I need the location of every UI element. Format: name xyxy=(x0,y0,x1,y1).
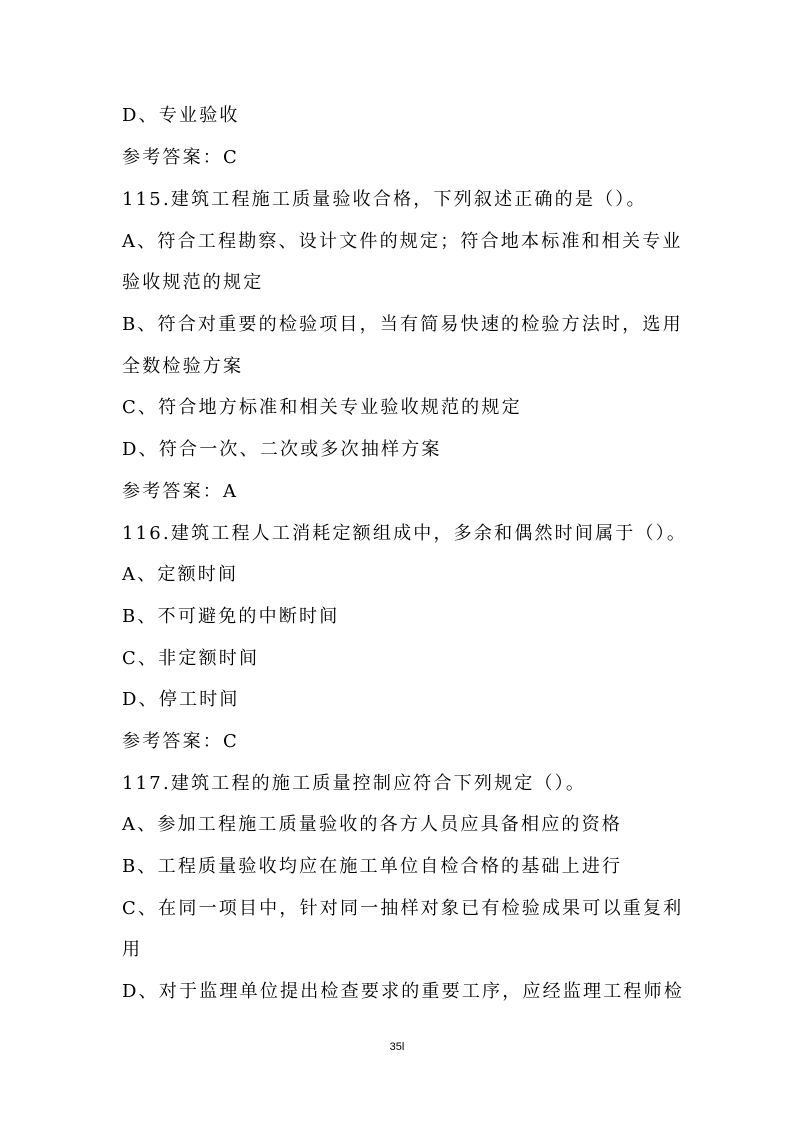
option-c-q116: C、非定额时间 xyxy=(122,648,260,669)
option-d-q114: D、专业验收 xyxy=(122,105,240,126)
option-c-q117: C、在同一项目中，针对同一抽样对象已有检验成果可以重复利 xyxy=(122,898,684,919)
option-b-q116: B、不可避免的中断时间 xyxy=(122,606,340,627)
option-d-q115: D、符合一次、二次或多次抽样方案 xyxy=(122,439,442,460)
option-b-q117: B、工程质量验收均应在施工单位自检合格的基础上进行 xyxy=(122,856,623,877)
option-a-q115: A、符合工程勘察、设计文件的规定；符合地本标准和相关专业 xyxy=(122,231,683,252)
answer-q114: 参考答案：C xyxy=(122,147,239,168)
option-a-q115-cont: 验收规范的规定 xyxy=(122,272,264,293)
question-117: 117.建筑工程的施工质量控制应符合下列规定（）。 xyxy=(122,773,587,794)
option-d-q117: D、对于监理单位提出检查要求的重要工序，应经监理工程师检 xyxy=(122,981,685,1002)
option-a-q117: A、参加工程施工质量验收的各方人员应具备相应的资格 xyxy=(122,814,622,835)
option-c-q117-cont: 用 xyxy=(122,939,143,960)
option-b-q115-cont: 全数检验方案 xyxy=(122,356,244,377)
question-116: 116.建筑工程人工消耗定额组成中，多余和偶然时间属于（）。 xyxy=(122,523,688,544)
question-115: 115.建筑工程施工质量验收合格，下列叙述正确的是（）。 xyxy=(122,189,647,210)
option-c-q115: C、符合地方标准和相关专业验收规范的规定 xyxy=(122,397,522,418)
option-b-q115: B、符合对重要的检验项目，当有简易快速的检验方法时，选用 xyxy=(122,314,683,335)
answer-q115: 参考答案：A xyxy=(122,481,239,502)
answer-q116: 参考答案：C xyxy=(122,731,239,752)
option-d-q116: D、停工时间 xyxy=(122,689,240,710)
page-number: 35l xyxy=(389,1041,405,1053)
option-a-q116: A、定额时间 xyxy=(122,564,239,585)
